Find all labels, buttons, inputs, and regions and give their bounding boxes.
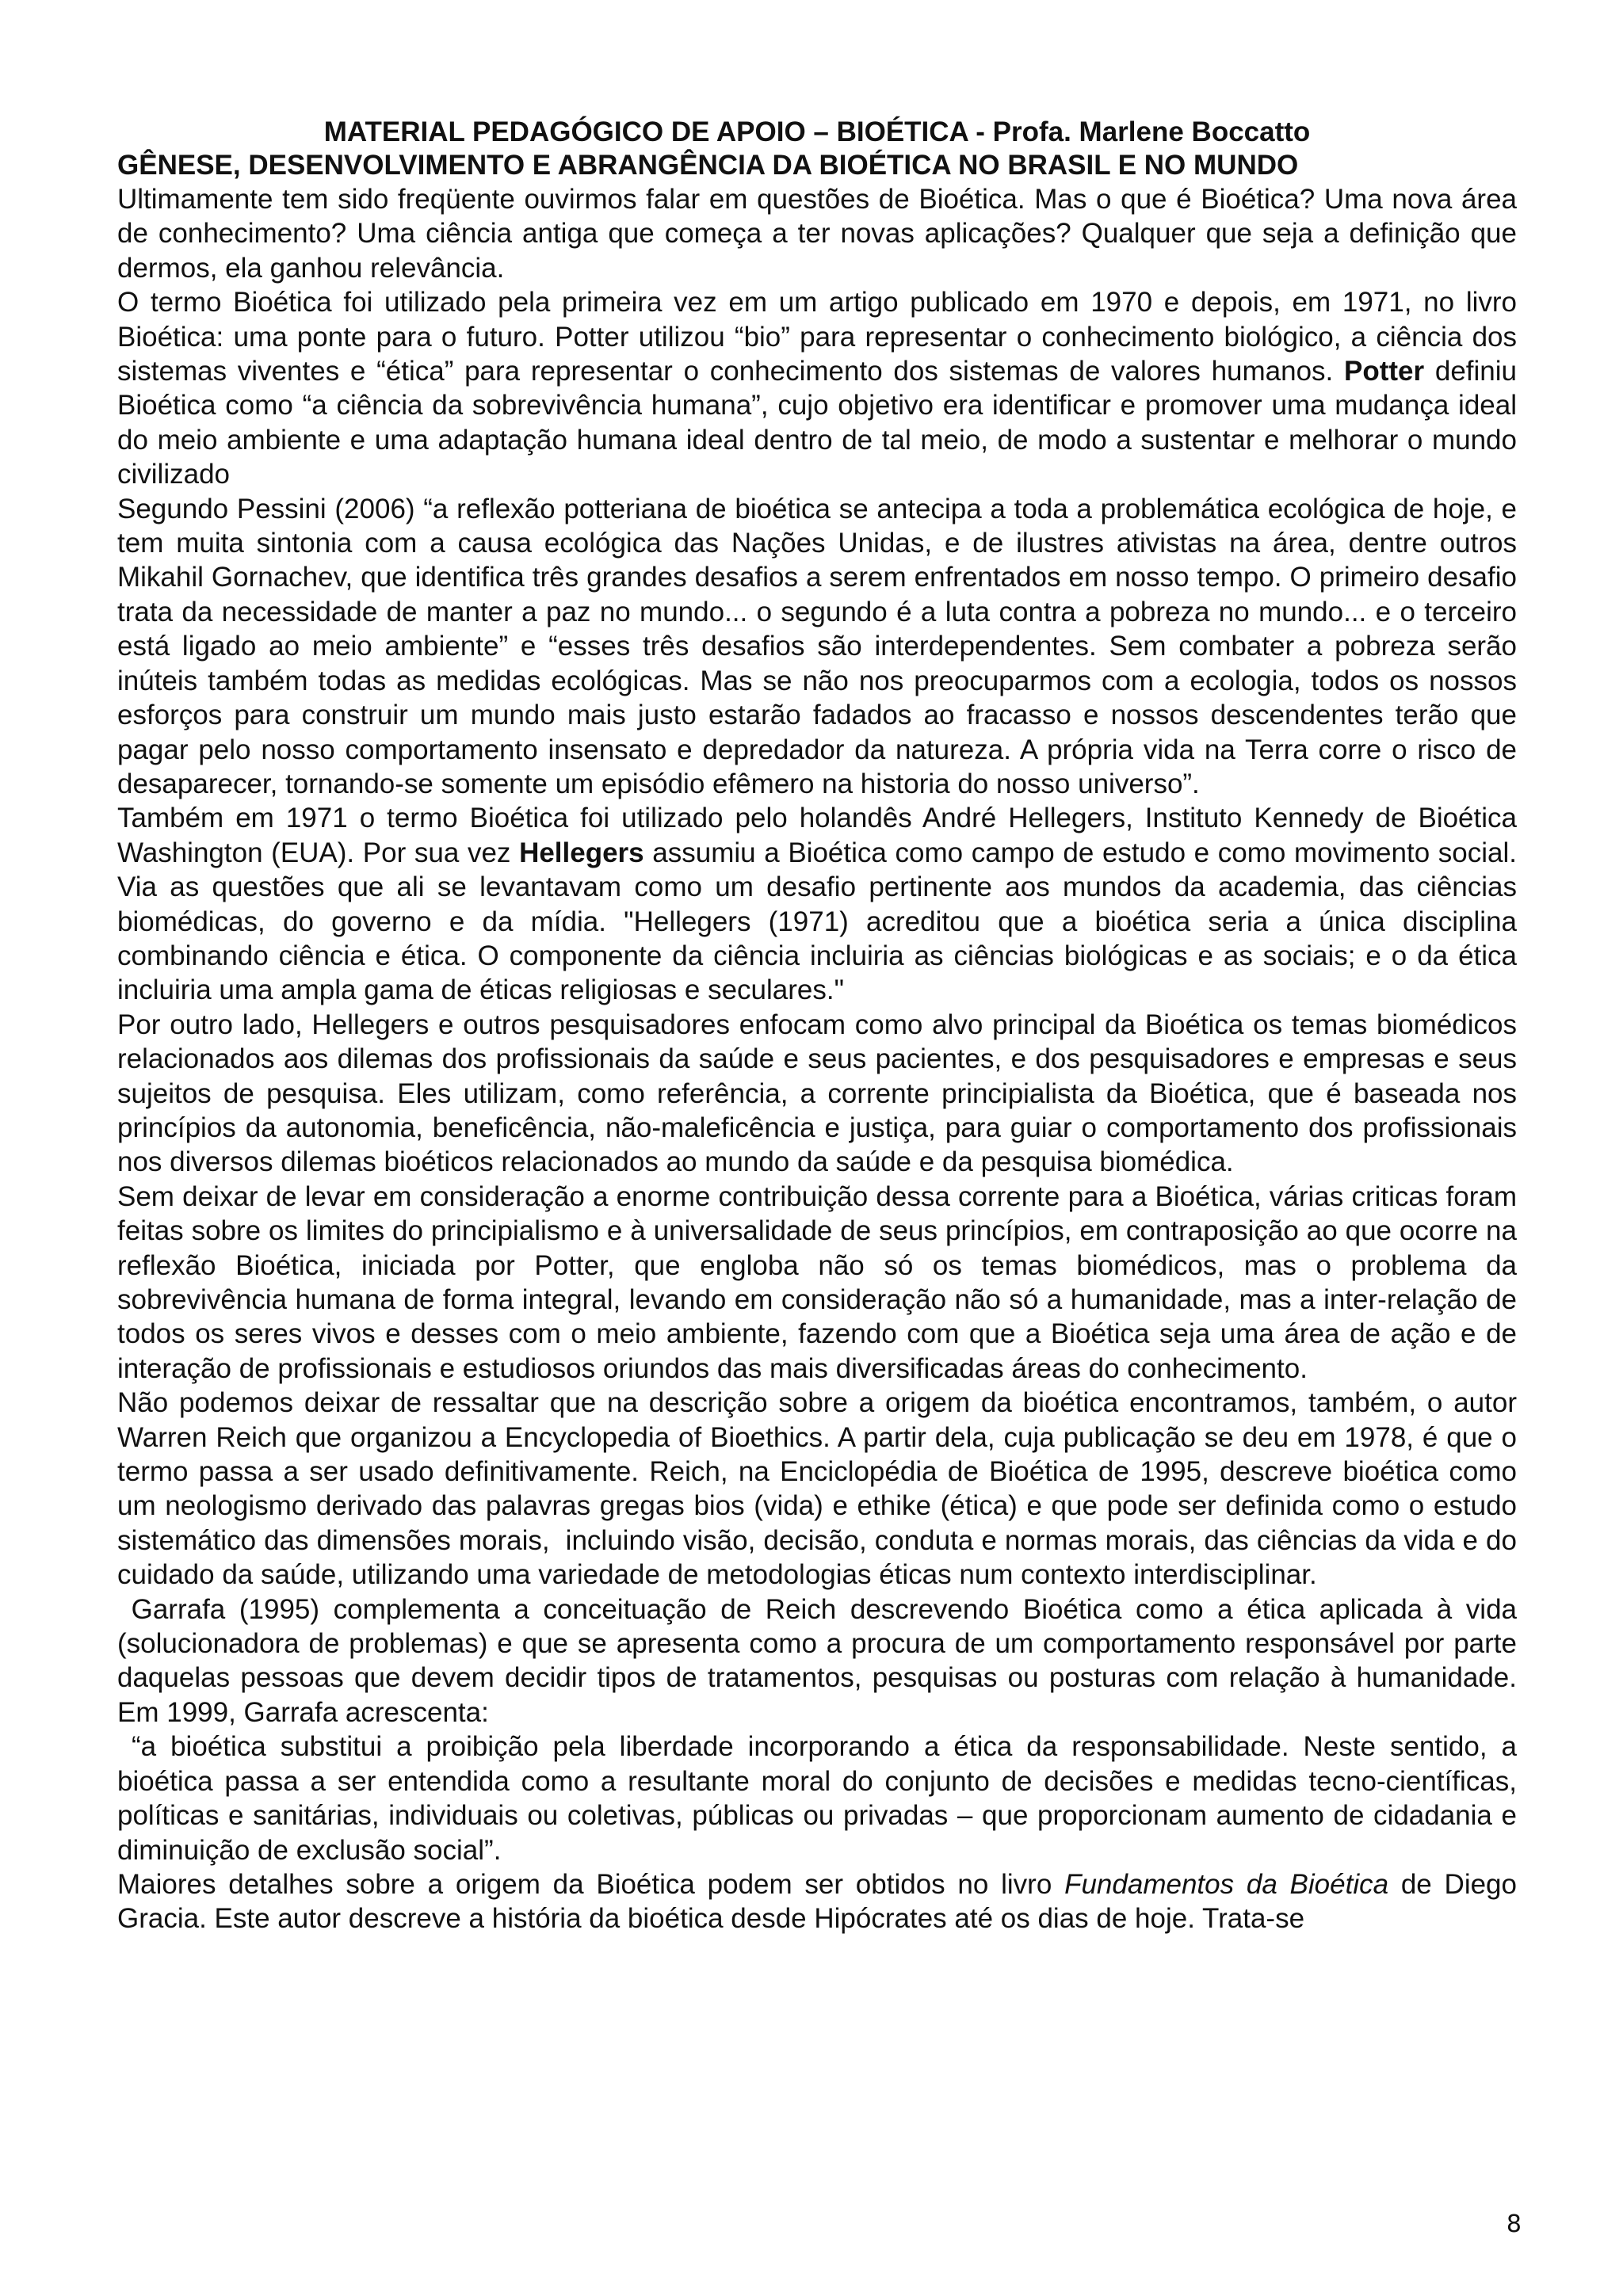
paragraph-potter-start: O termo Bioética foi utilizado pela primeira vez em um artigo publicado em 1970 e depois, em 1971, no livro Bioética: uma ponte para o futuro. Potter utilizou “bio” para representar o conhecimento biológico, a ciência dos sistemas viventes e “ética” para representar o conhecimento dos sistemas de valores humanos. [117, 287, 1525, 387]
paragraph-hellegers [117, 801, 1525, 1007]
paragraph-garrafa-quote: “a bioética substitui a proibição pela liberdade incorporando a ética da responsabilidade. Neste sentido, a bioética passa a ser entendida como a resultante moral do conjunto de decisões e medidas tecno-científicas, políticas e sanitárias, individuais ou coletivas, públicas ou privadas – que proporcionam aumento de cidadania e diminuição de exclusão social”. [117, 1731, 1525, 1866]
section-title: GÊNESE, DESENVOLVIMENTO E ABRANGÊNCIA DA BIOÉTICA NO BRASIL E NO MUNDO [117, 150, 1299, 181]
paragraph-reich: Não podemos deixar de ressaltar que na descrição sobre a origem da bioética encontramos, também, o autor Warren Reich que organizou a Encyclopedia of Bioethics. A partir dela, cuja publicação se deu em 1978, é que o termo passa a ser usado definitivamente. Reich, na Enciclopédia de Bioética de 1995, descreve bioética como um neologismo derivado das palavras gregas bios (vida) e ethike (ética) e que pode ser definida como o estudo sistemático das dimensões morais, incluindo visão, decisão, conduta e normas morais, das ciências da vida e do cuidado da saúde, utilizando uma variedade de metodologias éticas num contexto interdisciplinar. [117, 1387, 1525, 1591]
paragraph-potter [117, 285, 1525, 491]
hellegers-name: Hellegers [519, 837, 644, 868]
paragraph-principialism: Por outro lado, Hellegers e outros pesquisadores enfocam como alvo principal da Bioética os temas biomédicos relacionados aos dilemas dos profissionais da saúde e seus pacientes, e dos pesquisadores e empresas e seus sujeitos de pesquisa. Eles utilizam, como referência, a corrente principialista da Bioética, que é baseada nos princípios da autonomia, beneficência, não-maleficência e justiça, para guiar o comportamento dos profissionais nos diversos dilemas bioéticos relacionados ao mundo da saúde e da pesquisa biomédica. [117, 1009, 1525, 1178]
document-page [117, 116, 1533, 1936]
paragraph-potter-end: definiu Bioética como “a ciência da sobrevivência humana”, cujo objetivo era identificar e promover uma mudança ideal do meio ambiente e uma adaptação humana ideal dentro de tal meio, de modo a sustentar e melhorar o mundo civilizado [117, 356, 1525, 490]
document-header: MATERIAL PEDAGÓGICO DE APOIO – BIOÉTICA - Profa. Marlene Boccatto [323, 116, 1311, 147]
document-body [117, 182, 1533, 1936]
paragraph-hellegers-end: assumiu a Bioética como campo de estudo e como movimento social. Via as questões que ali se levantavam como um desafio pertinente aos mundos da academia, das ciências biomédicas, do governo e da mídia. "Hellegers (1971) acreditou que a bioética seria a única disciplina combinando ciência e ética. O componente da ciência incluiria as ciências biológicas e as sociais; e o da ética incluiria uma ampla gama de éticas religiosas e seculares." [117, 837, 1525, 1006]
paragraph-hellegers-start: Também em 1971 o termo Bioética foi utilizado pelo holandês André Hellegers, Instituto Kennedy de Bioética Washington (EUA). Por sua vez [117, 803, 1525, 868]
paragraph-pessini: Segundo Pessini (2006) “a reflexão potteriana de bioética se antecipa a toda a problemática ecológica de hoje, e tem muita sintonia com a causa ecológica das Nações Unidas, e de ilustres ativistas na área, dentre outros Mikahil Gornachev, que identifica três grandes desafios a serem enfrentados em nosso tempo. O primeiro desafio trata da necessidade de manter a paz no mundo... o segundo é a luta contra a pobreza no mundo... e o terceiro está ligado ao meio ambiente” e “esses três desafios são interdependentes. Sem combater a pobreza serão inúteis também todas as medidas ecológicas. Mas se não nos preocuparmos com a ecologia, todos os nossos esforços para construir um mundo mais justo estarão fadados ao fracasso e nossos descendentes terão que pagar pelo nosso comportamento insensato e depredador da natureza. A própria vida na Terra corre o risco de desaparecer, tornando-se somente um episódio efêmero na historia do nosso universo”. [117, 493, 1525, 799]
paragraph-gracia-start: Maiores detalhes sobre a origem da Bioética podem ser obtidos no livro [117, 1868, 1065, 1900]
paragraph-garrafa: Garrafa (1995) complementa a conceituação de Reich descrevendo Bioética como a ética aplicada à vida (solucionadora de problemas) e que se apresenta como a procura de um comportamento responsável por parte daquelas pessoas que devem decidir tipos de tratamentos, pesquisas ou posturas com relação à humanidade. Em 1999, Garrafa acrescenta: [117, 1593, 1533, 1728]
paragraph-intro: Ultimamente tem sido freqüente ouvirmos falar em questões de Bioética. Mas o que é Bioética? Uma nova área de conhecimento? Uma ciência antiga que começa a ter novas aplicações? Qualquer que seja a definição que dermos, ela ganhou relevância. [117, 184, 1525, 284]
book-title: Fundamentos da Bioética [1064, 1868, 1389, 1900]
page-number: 8 [1506, 2210, 1522, 2238]
potter-name: Potter [1344, 356, 1425, 387]
paragraph-gracia-end: de Diego Gracia. Este autor descreve a história da bioética desde Hipócrates até os dias de hoje. Trata-se [117, 1868, 1525, 1935]
paragraph-gracia [117, 1867, 1525, 1936]
paragraph-critiques: Sem deixar de levar em consideração a enorme contribuição dessa corrente para a Bioética, várias criticas foram feitas sobre os limites do principialismo e à universalidade de seus princípios, em contraposição ao que ocorre na reflexão Bioética, iniciada por Potter, que engloba não só os temas biomédicos, mas o problema da sobrevivência humana de forma integral, levando em consideração não só a humanidade, mas a inter-relação de todos os seres vivos e desses com o meio ambiente, fazendo com que a Bioética seja uma área de ação e de interação de profissionais e estudiosos oriundos das mais diversificadas áreas do conhecimento. [117, 1180, 1525, 1384]
